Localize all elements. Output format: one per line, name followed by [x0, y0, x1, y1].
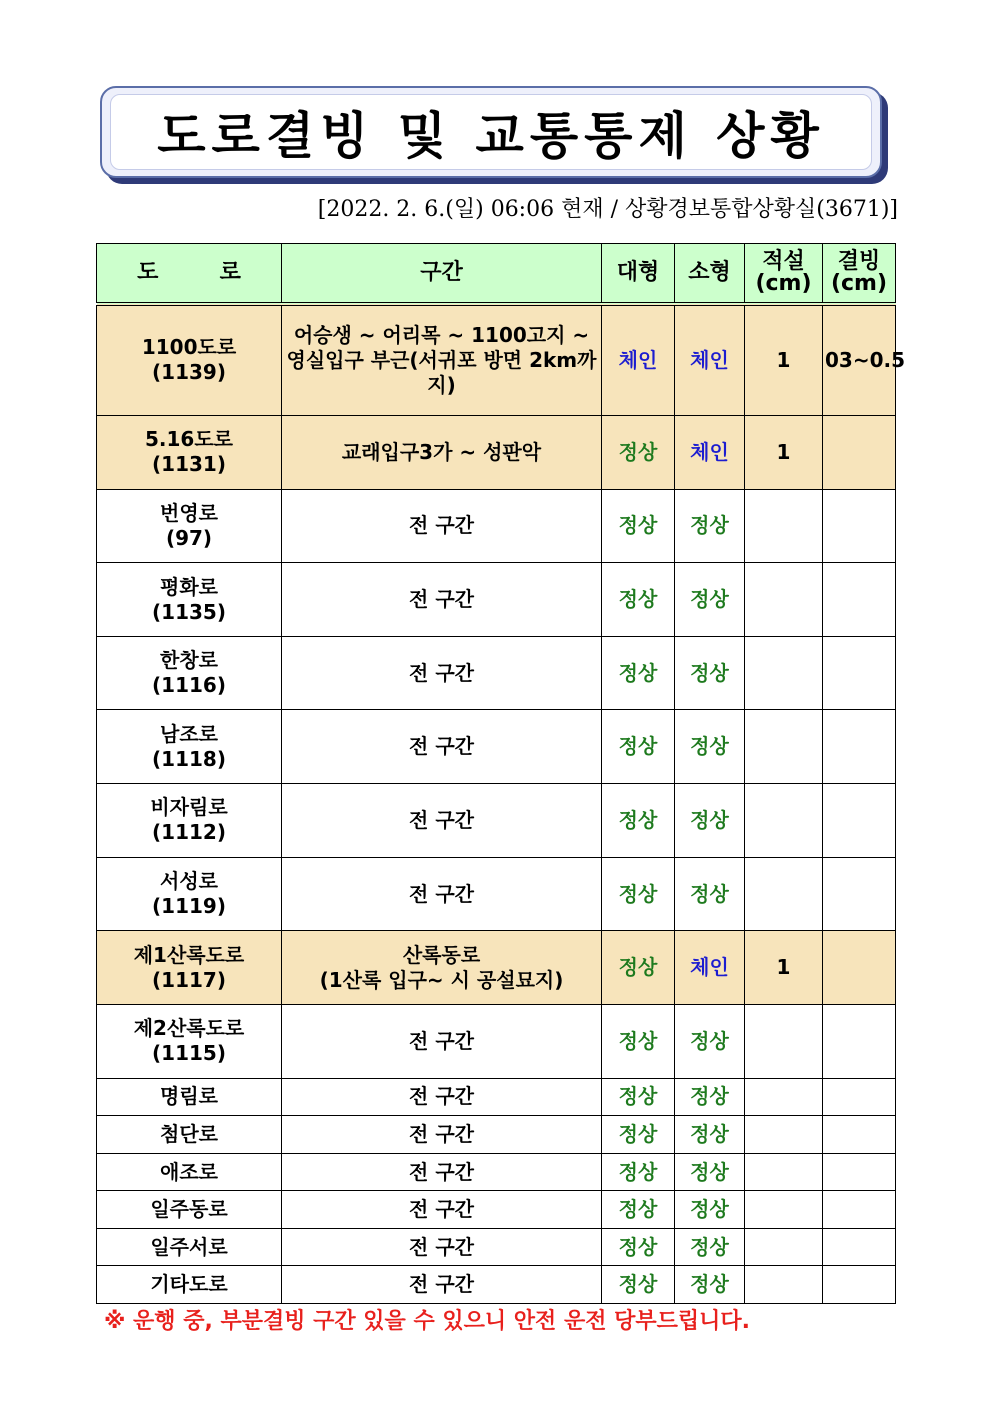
ice-depth-cell [823, 1005, 896, 1079]
section-cell: 전 구간 [282, 489, 602, 563]
section-cell: 전 구간 [282, 857, 602, 931]
ice-depth-cell [823, 710, 896, 784]
ice-depth-cell [823, 1266, 896, 1304]
road-cell: 제2산록도로 (1115) [97, 1005, 282, 1079]
section-cell: 어승생 ~ 어리목 ~ 1100고지 ~ 영실입구 부근(서귀포 방면 2km까지) [282, 304, 602, 416]
ice-depth-cell: 03~0.5 [823, 304, 896, 416]
road-cell: 남조로 (1118) [97, 710, 282, 784]
table-row [97, 710, 896, 784]
large-vehicle-cell: 정상 [602, 1153, 675, 1191]
table-body [97, 304, 906, 1304]
table-row [97, 636, 896, 710]
header-large-vehicle: 대형 [602, 244, 675, 304]
large-vehicle-cell: 정상 [602, 710, 675, 784]
section-cell: 산록동로 (1산록 입구~ 시 공설묘지) [282, 931, 602, 1005]
road-cell: 일주서로 [97, 1228, 282, 1266]
snow-depth-cell [745, 1228, 823, 1266]
section-cell: 전 구간 [282, 1078, 602, 1116]
section-cell: 전 구간 [282, 1191, 602, 1229]
small-vehicle-cell: 정상 [675, 1005, 745, 1079]
section-cell: 전 구간 [282, 1116, 602, 1154]
small-vehicle-cell: 정상 [675, 1266, 745, 1304]
table-row [97, 931, 896, 1005]
small-vehicle-cell: 체인 [675, 304, 745, 416]
snow-depth-cell [745, 636, 823, 710]
table-header-row [97, 244, 896, 304]
road-status-table [96, 243, 906, 1304]
header-section: 구간 [282, 244, 602, 304]
large-vehicle-cell: 정상 [602, 1116, 675, 1154]
large-vehicle-cell: 정상 [602, 415, 675, 489]
ice-depth-cell [823, 563, 896, 637]
report-timestamp: [2022. 2. 6.(일) 06:06 현재 / 상황경보통합상황실(3671)] [317, 197, 898, 222]
page-title: 도로결빙 및 교통통제 상황 [157, 107, 825, 165]
large-vehicle-cell: 정상 [602, 563, 675, 637]
table-row [97, 489, 896, 563]
section-cell: 교래입구3가 ~ 성판악 [282, 415, 602, 489]
ice-depth-cell [823, 784, 896, 858]
section-cell: 전 구간 [282, 1153, 602, 1191]
section-cell: 전 구간 [282, 784, 602, 858]
section-cell: 전 구간 [282, 563, 602, 637]
snow-depth-cell [745, 563, 823, 637]
table-row [97, 1078, 896, 1116]
road-cell: 비자림로 (1112) [97, 784, 282, 858]
road-cell: 애조로 [97, 1153, 282, 1191]
table-row [97, 1153, 896, 1191]
road-cell: 일주동로 [97, 1191, 282, 1229]
table-row [97, 1266, 896, 1304]
large-vehicle-cell: 체인 [602, 304, 675, 416]
table-row [97, 1116, 896, 1154]
snow-depth-cell [745, 784, 823, 858]
large-vehicle-cell: 정상 [602, 1228, 675, 1266]
snow-depth-cell [745, 1153, 823, 1191]
road-cell: 1100도로 (1139) [97, 304, 282, 416]
section-cell: 전 구간 [282, 1005, 602, 1079]
table-row [97, 415, 896, 489]
ice-depth-cell [823, 1153, 896, 1191]
snow-depth-cell [745, 1116, 823, 1154]
snow-depth-cell [745, 857, 823, 931]
road-cell: 기타도로 [97, 1266, 282, 1304]
header-small-vehicle: 소형 [675, 244, 745, 304]
small-vehicle-cell: 정상 [675, 1116, 745, 1154]
header-road: 도 로 [97, 244, 282, 304]
table-row [97, 1005, 896, 1079]
ice-depth-cell [823, 489, 896, 563]
large-vehicle-cell: 정상 [602, 857, 675, 931]
snow-depth-cell: 1 [745, 415, 823, 489]
road-cell: 명림로 [97, 1078, 282, 1116]
snow-depth-cell [745, 1005, 823, 1079]
road-cell: 평화로 (1135) [97, 563, 282, 637]
large-vehicle-cell: 정상 [602, 1078, 675, 1116]
ice-depth-cell [823, 1116, 896, 1154]
ice-depth-cell [823, 415, 896, 489]
small-vehicle-cell: 정상 [675, 1191, 745, 1229]
ice-depth-cell [823, 931, 896, 1005]
snow-depth-cell: 1 [745, 304, 823, 416]
section-cell: 전 구간 [282, 1266, 602, 1304]
table-row [97, 1191, 896, 1229]
large-vehicle-cell: 정상 [602, 636, 675, 710]
snow-depth-cell [745, 489, 823, 563]
header-snow-depth: 적설 (cm) [745, 244, 823, 304]
road-cell: 한창로 (1116) [97, 636, 282, 710]
small-vehicle-cell: 정상 [675, 784, 745, 858]
table-row [97, 304, 896, 416]
ice-depth-cell [823, 1078, 896, 1116]
table-row [97, 784, 896, 858]
small-vehicle-cell: 체인 [675, 415, 745, 489]
snow-depth-cell [745, 710, 823, 784]
road-cell: 서성로 (1119) [97, 857, 282, 931]
section-cell: 전 구간 [282, 636, 602, 710]
ice-depth-cell [823, 1191, 896, 1229]
small-vehicle-cell: 체인 [675, 931, 745, 1005]
road-cell: 제1산록도로 (1117) [97, 931, 282, 1005]
road-cell: 첨단로 [97, 1116, 282, 1154]
large-vehicle-cell: 정상 [602, 1191, 675, 1229]
large-vehicle-cell: 정상 [602, 1005, 675, 1079]
small-vehicle-cell: 정상 [675, 1228, 745, 1266]
small-vehicle-cell: 정상 [675, 563, 745, 637]
ice-depth-cell [823, 636, 896, 710]
safety-notice: ※ 운행 중, 부분결빙 구간 있을 수 있으니 안전 운전 당부드립니다. [104, 1309, 750, 1334]
snow-depth-cell [745, 1078, 823, 1116]
large-vehicle-cell: 정상 [602, 489, 675, 563]
snow-depth-cell [745, 1266, 823, 1304]
large-vehicle-cell: 정상 [602, 784, 675, 858]
road-cell: 번영로 (97) [97, 489, 282, 563]
large-vehicle-cell: 정상 [602, 931, 675, 1005]
header-ice-depth: 결빙 (cm) [823, 244, 896, 304]
snow-depth-cell [745, 1191, 823, 1229]
small-vehicle-cell: 정상 [675, 1153, 745, 1191]
ice-depth-cell [823, 857, 896, 931]
title-banner [100, 86, 882, 178]
small-vehicle-cell: 정상 [675, 636, 745, 710]
table-row [97, 1228, 896, 1266]
small-vehicle-cell: 정상 [675, 857, 745, 931]
road-cell: 5.16도로 (1131) [97, 415, 282, 489]
small-vehicle-cell: 정상 [675, 1078, 745, 1116]
ice-depth-cell [823, 1228, 896, 1266]
section-cell: 전 구간 [282, 710, 602, 784]
small-vehicle-cell: 정상 [675, 489, 745, 563]
small-vehicle-cell: 정상 [675, 710, 745, 784]
large-vehicle-cell: 정상 [602, 1266, 675, 1304]
table-row [97, 563, 896, 637]
table-row [97, 857, 896, 931]
snow-depth-cell: 1 [745, 931, 823, 1005]
section-cell: 전 구간 [282, 1228, 602, 1266]
